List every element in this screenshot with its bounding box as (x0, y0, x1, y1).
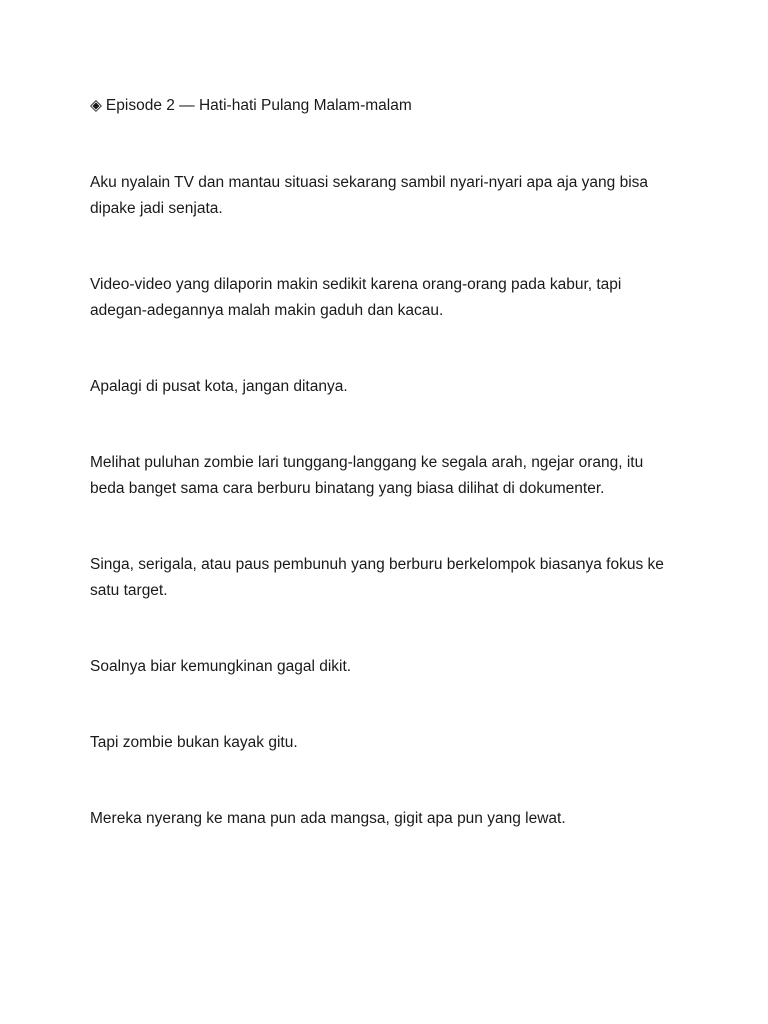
episode-title: Episode 2 — Hati-hati Pulang Malam-malam (105, 97, 412, 114)
paragraph-6: Soalnya biar kemungkinan gagal dikit. (90, 658, 352, 675)
paragraph-4: Melihat puluhan zombie lari tunggang-langgang ke segala arah, ngejar orang, itu beda banget sama cara berburu binatang yang biasa dilihat di dokumenter. (90, 454, 644, 497)
paragraph-5: Singa, serigala, atau paus pembunuh yang berburu berkelompok biasanya fokus ke satu target. (90, 556, 664, 599)
paragraph-8: Mereka nyerang ke mana pun ada mangsa, gigit apa pun yang lewat. (90, 810, 566, 827)
paragraph-1: Aku nyalain TV dan mantau situasi sekarang sambil nyari-nyari apa aja yang bisa dipake jadi senjata. (90, 174, 649, 217)
diamond-icon: ◈ (90, 97, 102, 114)
document-body (90, 93, 680, 882)
episode-heading (90, 93, 680, 119)
paragraph-7: Tapi zombie bukan kayak gitu. (90, 734, 298, 751)
paragraph-3: Apalagi di pusat kota, jangan ditanya. (90, 378, 348, 395)
paragraph-2: Video-video yang dilaporin makin sedikit karena orang-orang pada kabur, tapi adegan-adegannya malah makin gaduh dan kacau. (90, 276, 622, 319)
